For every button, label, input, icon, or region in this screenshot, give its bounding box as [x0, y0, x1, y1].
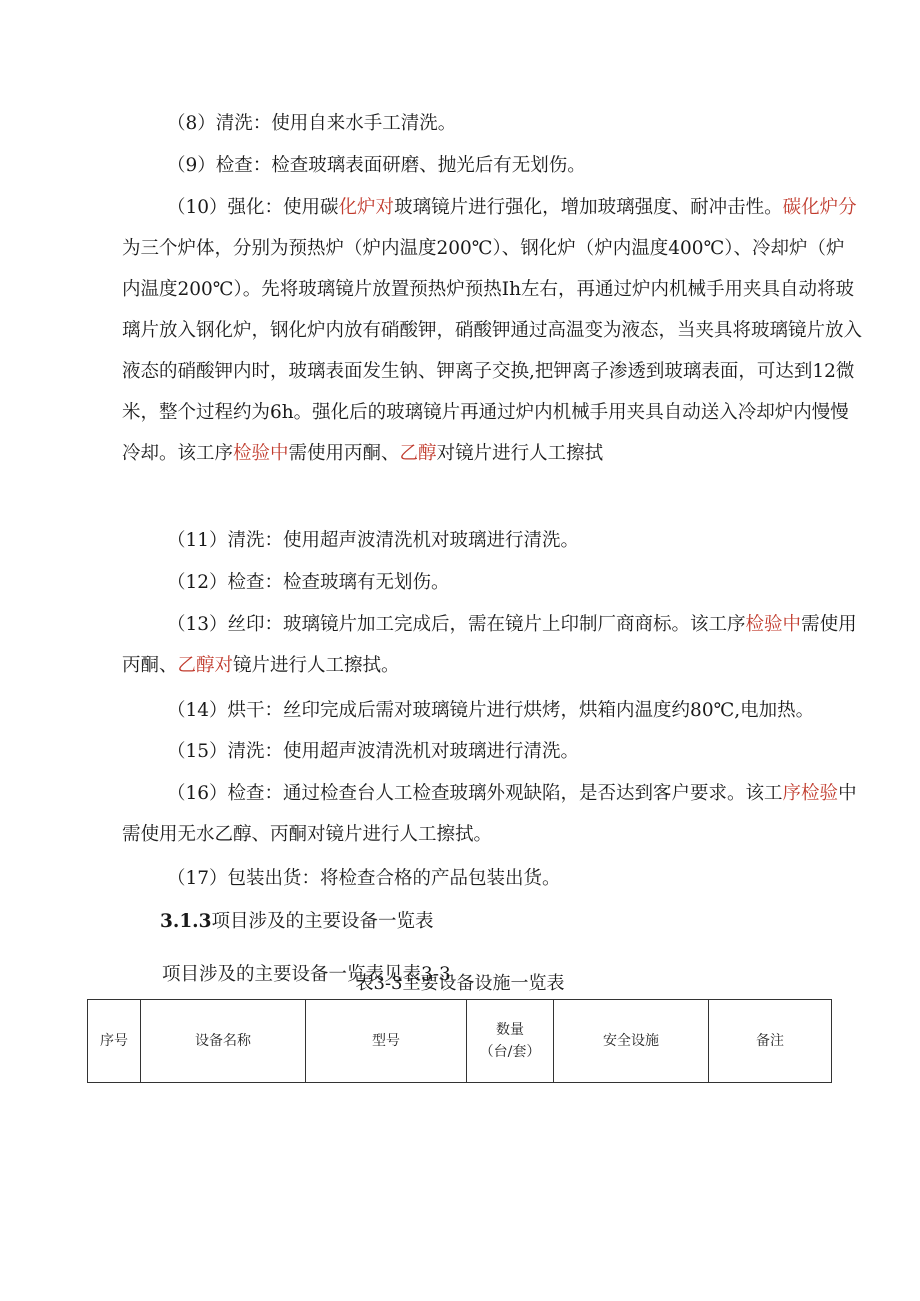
highlighted-text: 乙醇 [399, 443, 437, 464]
text-segment: 玻璃镜片进行强化，增加玻璃强度、耐冲击性。 [394, 197, 783, 218]
section-heading [160, 901, 434, 942]
header-safety-facility: 安全设施 [554, 1000, 709, 1083]
paragraph [122, 103, 862, 144]
header-equipment-name: 设备名称 [141, 1000, 306, 1083]
header-model: 型号 [306, 1000, 467, 1083]
paragraph [122, 858, 862, 899]
table-header-row [88, 1000, 832, 1083]
header-quantity-label: 数量 [496, 1022, 524, 1038]
text-segment: （13）丝印：玻璃镜片加工完成后，需在镜片上印制厂商商标。该工序 [167, 614, 746, 635]
paragraph [122, 773, 862, 855]
paragraph [122, 187, 862, 474]
equipment-table [87, 999, 832, 1083]
highlighted-text: 碳化炉分 [782, 197, 857, 218]
section-intro: 项目涉及的主要设备一览表见表3-3 [162, 964, 451, 985]
text-segment: （12）检查：检查玻璃有无划伤。 [167, 572, 450, 593]
highlighted-text: 乙醇对 [177, 655, 234, 676]
text-segment: （14）烘干：丝印完成后需对玻璃镜片进行烘烤，烘箱内温度约80℃,电加热。 [167, 700, 815, 721]
header-remarks: 备注 [709, 1000, 832, 1083]
text-segment: （16）检查：通过检查台人工检查玻璃外观缺陷，是否达到客户要求。该工 [167, 783, 783, 804]
text-segment: （10）强化：使用碳 [167, 197, 339, 218]
text-segment: 为三个炉体，分别为预热炉（炉内温度200℃）、钢化炉（炉内温度400℃）、冷却炉（炉内温度200℃）。先将玻璃镜片放置预热炉预热Ih左右，再通过炉内机械手用夹具自动将玻璃片放入钢化炉，钢化炉内放有硝酸钾，硝酸钾通过高温变为液态，当夹具将玻璃镜片放入液态的硝酸钾内时，玻璃表面发生钠、钾离子交换,把钾离子渗透到玻璃表面，可达到12微米，整个过程约为6h。强化后的玻璃镜片再通过炉内机械手用夹具自动送入冷却炉内慢慢冷却。该工序 [122, 238, 863, 464]
section-number: 3.1.3 [160, 911, 212, 932]
text-segment: 中需使用无水乙醇、丙酮对镜片进行人工擦拭。 [122, 783, 857, 845]
paragraph [122, 562, 862, 603]
text-segment: （15）清洗：使用超声波清洗机对玻璃进行清洗。 [167, 741, 580, 762]
paragraph [122, 145, 862, 186]
text-segment: （17）包装出货：将检查合格的产品包装出货。 [167, 868, 561, 889]
header-index: 序号 [88, 1000, 141, 1083]
highlighted-text: 序检验 [782, 783, 839, 804]
paragraph [122, 690, 862, 731]
text-segment: 镜片进行人工擦拭。 [233, 655, 400, 676]
text-segment: （9）检查：检查玻璃表面研磨、抛光后有无划伤。 [167, 155, 586, 176]
paragraph [122, 731, 862, 772]
highlighted-text: 检验中 [233, 443, 289, 464]
text-segment: （11）清洗：使用超声波清洗机对玻璃进行清洗。 [167, 530, 580, 551]
paragraph [122, 604, 862, 686]
header-quantity-unit: （台/套） [479, 1044, 541, 1060]
text-segment: 需使用丙酮、 [122, 614, 857, 676]
text-segment: 对镜片进行人工擦拭 [436, 443, 604, 464]
section-title: 项目涉及的主要设备一览表 [211, 911, 434, 932]
text-segment: （8）清洗：使用自来水手工清洗。 [167, 113, 457, 134]
highlighted-text: 化炉对 [338, 197, 395, 218]
text-segment: 需使用丙酮、 [288, 443, 400, 464]
paragraph [122, 520, 862, 561]
header-quantity [467, 1000, 554, 1083]
table-caption: 表3-3主要设备设施一览表 [355, 973, 565, 994]
highlighted-text: 检验中 [745, 614, 802, 635]
